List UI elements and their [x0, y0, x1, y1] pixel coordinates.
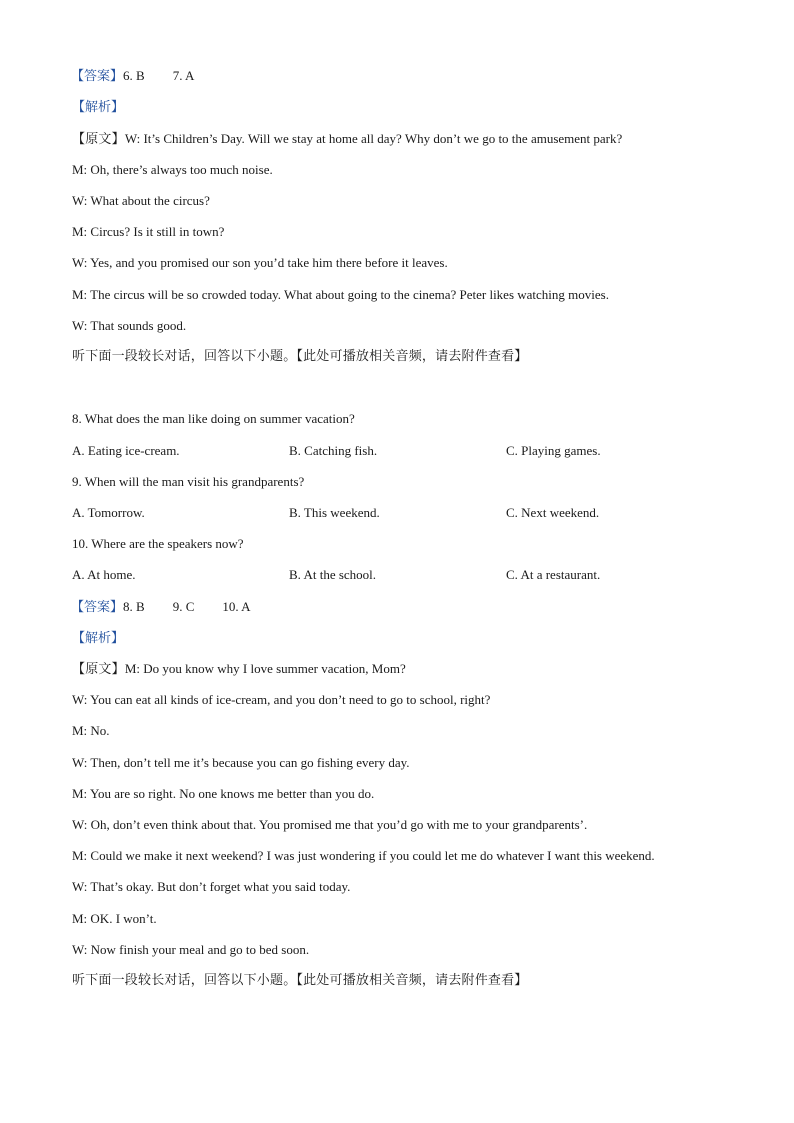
question-10: 10. Where are the speakers now? [72, 536, 244, 551]
question-9-option-a: A. Tomorrow. [72, 505, 145, 520]
original-tag: 【原文】 [72, 132, 125, 147]
question-8: 8. What does the man like doing on summer vacation? [72, 411, 355, 426]
dialogue-line: W: Then, don’t tell me it’s because you can go fishing every day. [72, 755, 410, 770]
question-10-option-c: C. At a restaurant. [506, 567, 601, 582]
answer-6: 6. B [123, 68, 145, 83]
answer-8: 8. B [123, 599, 145, 614]
listening-instruction: 听下面一段较长对话，回答以下小题。【此处可播放相关音频，请去附件查看】 [72, 973, 528, 988]
dialogue-line: M: No. [72, 723, 110, 738]
question-10-option-b: B. At the school. [289, 567, 377, 582]
question-9: 9. When will the man visit his grandparents? [72, 474, 305, 489]
analysis-heading-1 [72, 98, 124, 117]
answer-10: 10. A [222, 599, 251, 614]
listening-instruction: 听下面一段较长对话，回答以下小题。【此处可播放相关音频，请去附件查看】 [72, 349, 528, 364]
analysis-tag: 【解析】 [72, 100, 125, 115]
dialogue-line: M: Circus? Is it still in town? [72, 224, 225, 239]
answer-7: 7. A [172, 68, 195, 83]
question-10-option-a: A. At home. [72, 567, 136, 582]
answer-line-2 [72, 598, 251, 617]
dialogue-line: M: Could we make it next weekend? I was just wondering if you could let me do whatever I want this weekend. [72, 848, 655, 863]
answer-line-1 [72, 67, 194, 86]
dialogue-line: M: Do you know why I love summer vacation, Mom? [124, 661, 406, 676]
dialogue-line: W: You can eat all kinds of ice-cream, and you don’t need to go to school, right? [72, 692, 491, 707]
dialogue-line: W: Yes, and you promised our son you’d take him there before it leaves. [72, 255, 448, 270]
analysis-heading-2 [72, 629, 124, 648]
question-9-option-c: C. Next weekend. [506, 505, 600, 520]
original-tag: 【原文】 [72, 662, 125, 677]
transcript-line [72, 130, 622, 149]
transcript-line [72, 660, 406, 679]
dialogue-line: M: The circus will be so crowded today. What about going to the cinema? Peter likes watching movies. [72, 287, 609, 302]
dialogue-line: M: OK. I won’t. [72, 911, 157, 926]
dialogue-line: M: You are so right. No one knows me better than you do. [72, 786, 375, 801]
dialogue-line: W: What about the circus? [72, 193, 210, 208]
answer-tag: 【答案】 [71, 600, 124, 615]
dialogue-line: W: Oh, don’t even think about that. You promised me that you’d go with me to your grandparents’. [72, 817, 588, 832]
question-9-option-b: B. This weekend. [289, 505, 380, 520]
answer-9: 9. C [172, 599, 195, 614]
dialogue-line: W: That’s okay. But don’t forget what you said today. [72, 879, 351, 894]
answer-tag: 【答案】 [71, 69, 124, 84]
analysis-tag: 【解析】 [72, 631, 125, 646]
question-8-option-b: B. Catching fish. [289, 443, 378, 458]
dialogue-line: W: That sounds good. [72, 318, 187, 333]
question-8-option-c: C. Playing games. [506, 443, 601, 458]
dialogue-line: M: Oh, there’s always too much noise. [72, 162, 273, 177]
question-8-option-a: A. Eating ice-cream. [72, 443, 180, 458]
dialogue-line: W: It’s Children’s Day. Will we stay at home all day? Why don’t we go to the amusement park? [124, 131, 623, 146]
dialogue-line: W: Now finish your meal and go to bed soon. [72, 942, 310, 957]
